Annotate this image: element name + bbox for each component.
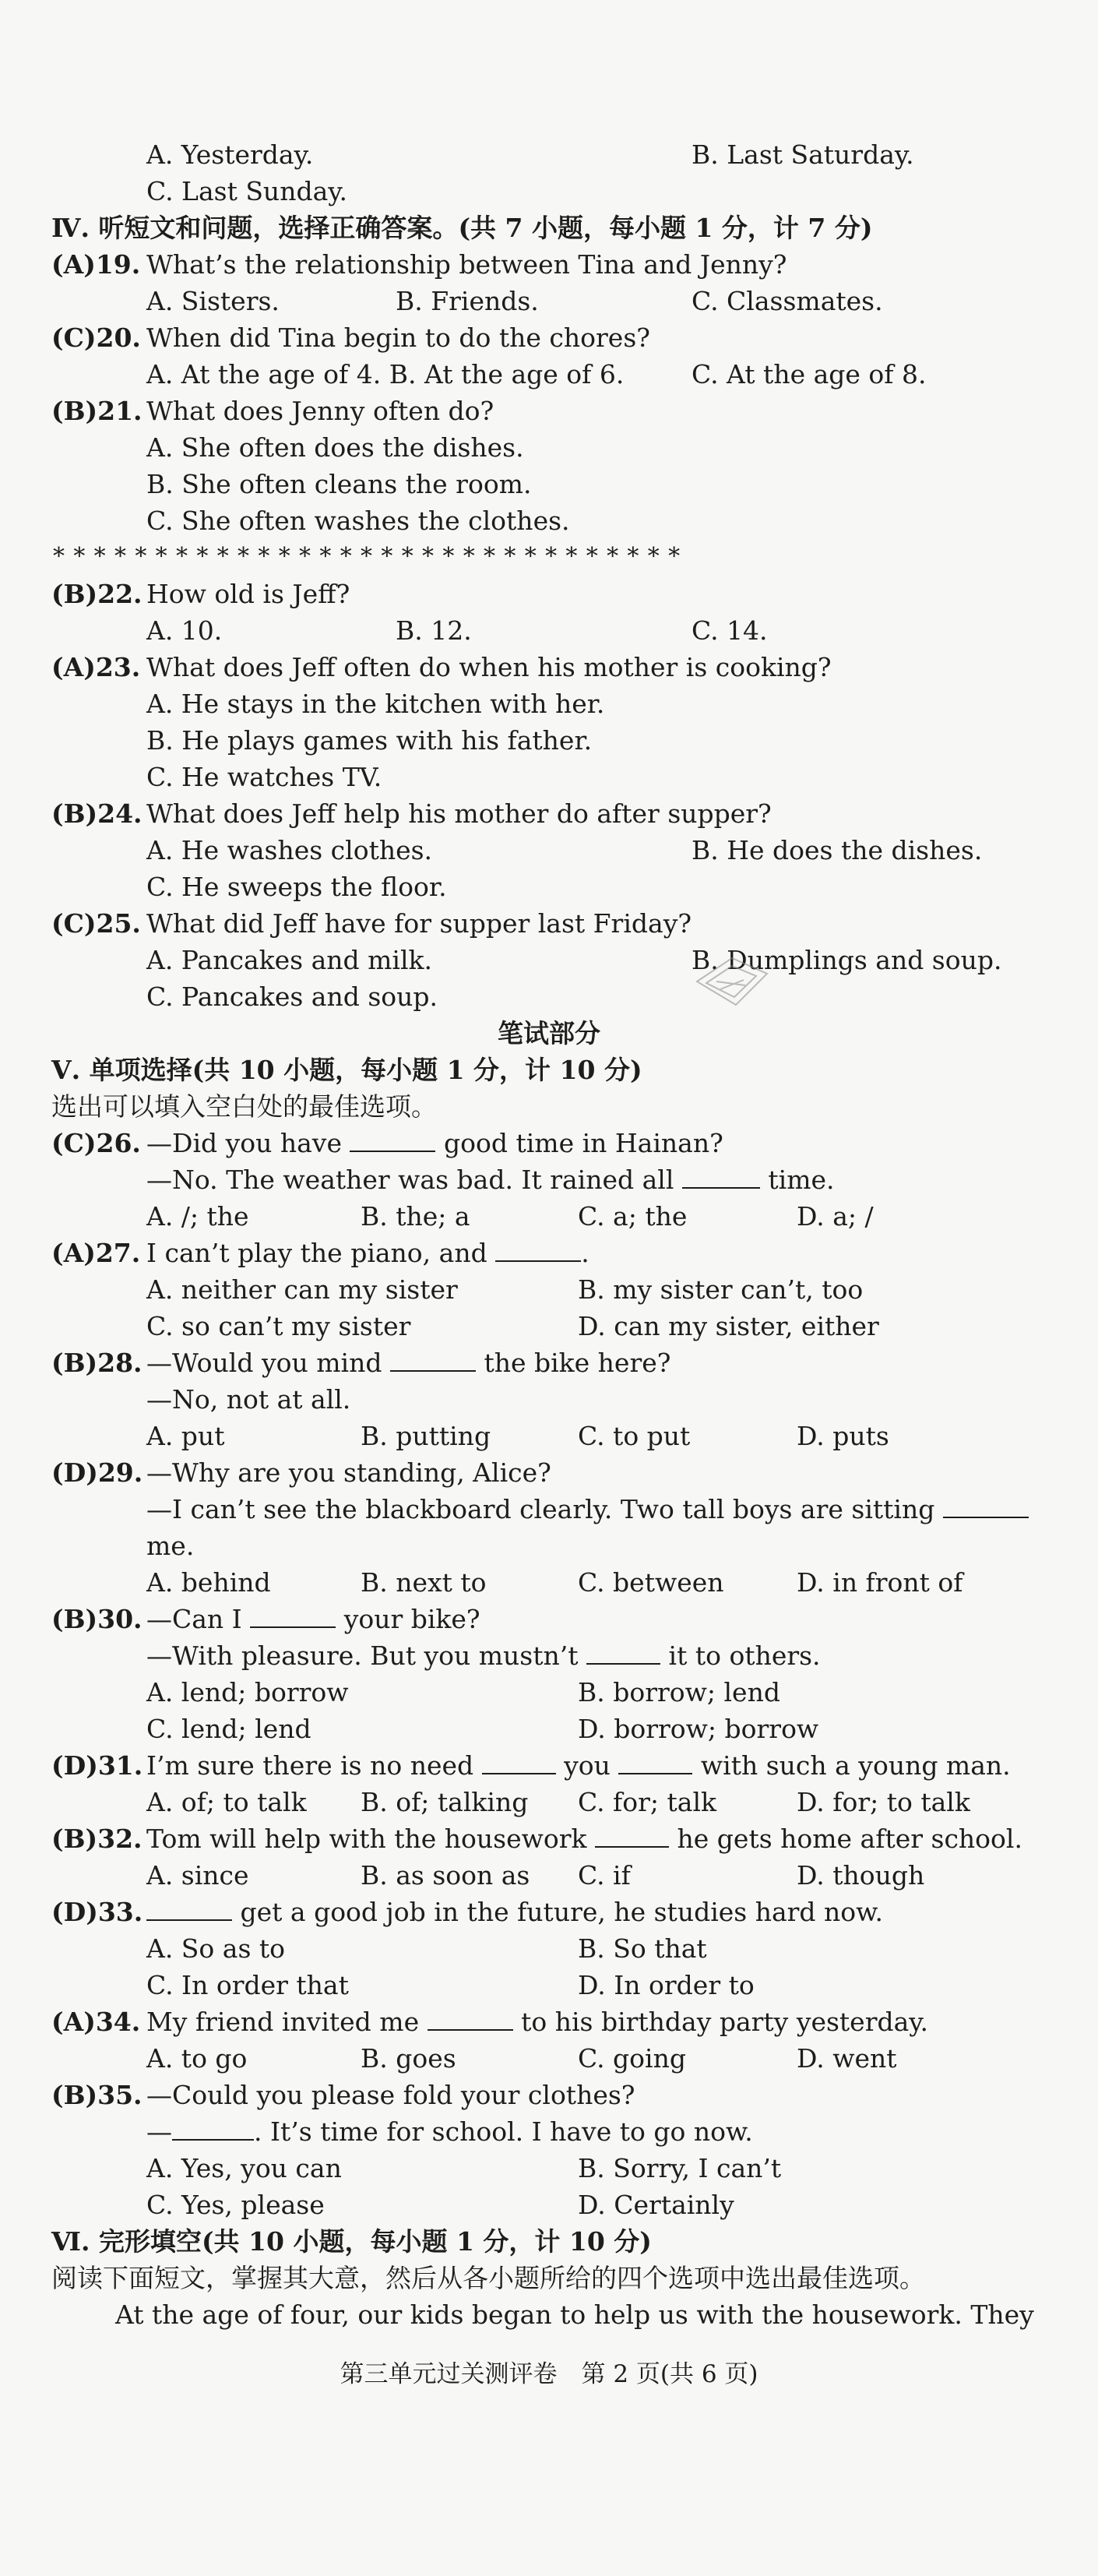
q27-blank-1[interactable] xyxy=(495,1240,581,1262)
q28-blank-1[interactable] xyxy=(390,1350,476,1372)
q28-text-1a: —Would you mind xyxy=(146,1348,382,1378)
q24-answer: (B)24. xyxy=(51,798,143,829)
q20-option-ab: A. At the age of 4. B. At the age of 6. xyxy=(146,359,625,389)
written-part-title: 笔试部分 xyxy=(498,1018,600,1048)
q31-blank-2[interactable] xyxy=(618,1753,692,1774)
q29-line-2 xyxy=(146,1496,1029,1522)
section-6-heading xyxy=(51,2226,652,2257)
section-5-title: Ⅴ. 单项选择 xyxy=(51,1055,192,1085)
q32-text-1a: Tom will help with the housework xyxy=(146,1824,587,1854)
q29-line-1: —Why are you standing, Alice? xyxy=(146,1457,551,1488)
q30-text-2a: —With pleasure. But you mustn’t xyxy=(146,1640,579,1671)
q28-answer: (B)28. xyxy=(51,1348,143,1378)
section-4-heading xyxy=(51,215,872,241)
q35-line-1: —Could you please fold your clothes? xyxy=(146,2080,635,2110)
q27-line-1 xyxy=(146,1240,589,1266)
q23-stem: What does Jeff often do when his mother is cooking? xyxy=(146,652,832,682)
q19-option-b: B. Friends. xyxy=(396,286,539,316)
q29-option-c: C. between xyxy=(578,1567,724,1598)
q34-blank-1[interactable] xyxy=(428,2009,513,2031)
q19-option-c: C. Classmates. xyxy=(692,286,883,316)
q35-option-a: A. Yes, you can xyxy=(146,2153,342,2183)
section-4-title: Ⅳ. 听短文和问题，选择正确答案。 xyxy=(51,213,459,243)
option-b: B. Last Saturday. xyxy=(692,139,914,170)
q26-text-2b: time. xyxy=(768,1165,835,1195)
q27-option-b: B. my sister can’t, too xyxy=(578,1274,864,1305)
q31-answer: (D)31. xyxy=(51,1750,143,1781)
q28-option-a: A. put xyxy=(146,1421,225,1451)
q25-option-b: B. Dumplings and soup. xyxy=(692,945,1002,975)
q23-option-a: A. He stays in the kitchen with her. xyxy=(146,689,605,719)
q19-option-a: A. Sisters. xyxy=(146,286,280,316)
q31-option-d: D. for; to talk xyxy=(797,1787,970,1817)
section-6-score: (共 10 小题，每小题 1 分，计 10 分) xyxy=(201,2226,652,2257)
q34-line-1 xyxy=(146,2009,928,2035)
q34-option-c: C. going xyxy=(578,2043,686,2074)
q19-answer: (A)19. xyxy=(51,249,141,280)
q22-option-c: C. 14. xyxy=(692,615,768,646)
q26-option-d: D. a; / xyxy=(797,1201,874,1232)
q29-line-3: me. xyxy=(146,1531,195,1561)
q32-option-d: D. though xyxy=(797,1860,925,1891)
q30-answer: (B)30. xyxy=(51,1604,143,1634)
q24-option-c: C. He sweeps the floor. xyxy=(146,872,447,902)
q35-option-d: D. Certainly xyxy=(578,2190,734,2220)
q26-line-1 xyxy=(146,1130,723,1156)
q30-line-2 xyxy=(146,1640,821,1671)
q31-option-c: C. for; talk xyxy=(578,1787,717,1817)
q21-stem: What does Jenny often do? xyxy=(146,396,494,426)
q21-option-b: B. She often cleans the room. xyxy=(146,469,532,499)
q31-option-b: B. of; talking xyxy=(361,1787,529,1817)
section-6-title: Ⅵ. 完形填空 xyxy=(51,2226,202,2257)
q34-text-1b: to his birthday party yesterday. xyxy=(521,2007,929,2037)
q31-blank-1[interactable] xyxy=(482,1753,556,1774)
q28-option-d: D. puts xyxy=(797,1421,889,1451)
q31-text-1b: you xyxy=(564,1750,611,1781)
q26-option-c: C. a; the xyxy=(578,1201,688,1232)
q26-text-1a: —Did you have xyxy=(146,1128,342,1158)
q32-text-1b: he gets home after school. xyxy=(677,1824,1022,1854)
q31-line-1 xyxy=(146,1750,1011,1781)
q35-text-2b: . It’s time for school. I have to go now. xyxy=(254,2116,753,2147)
q22-option-a: A. 10. xyxy=(146,615,223,646)
q22-answer: (B)22. xyxy=(51,579,143,609)
q34-text-1a: My friend invited me xyxy=(146,2007,420,2037)
q34-option-b: B. goes xyxy=(361,2043,456,2074)
q24-stem: What does Jeff help his mother do after supper? xyxy=(146,798,772,829)
q28-text-1b: the bike here? xyxy=(484,1348,671,1378)
q20-stem: When did Tina begin to do the chores? xyxy=(146,322,650,353)
q26-text-2a: —No. The weather was bad. It rained all xyxy=(146,1165,674,1195)
q29-option-d: D. in front of xyxy=(797,1567,963,1598)
section-4-score: (共 7 小题，每小题 1 分，计 7 分) xyxy=(458,213,873,243)
q33-blank-1[interactable] xyxy=(146,1899,232,1921)
page-footer: 第三单元过关测评卷 第 2 页(共 6 页) xyxy=(340,2360,758,2388)
q24-option-a: A. He washes clothes. xyxy=(146,835,433,865)
q27-option-a: A. neither can my sister xyxy=(146,1274,458,1305)
q32-option-c: C. if xyxy=(578,1860,631,1891)
q27-option-d: D. can my sister, either xyxy=(578,1311,879,1341)
q26-option-b: B. the; a xyxy=(361,1201,470,1232)
q20-answer: (C)20. xyxy=(51,322,141,353)
q32-option-b: B. as soon as xyxy=(361,1860,530,1891)
q21-option-c: C. She often washes the clothes. xyxy=(146,506,570,536)
q26-option-a: A. /; the xyxy=(146,1201,249,1232)
q25-option-c: C. Pancakes and soup. xyxy=(146,981,438,1012)
q28-line-2: —No, not at all. xyxy=(146,1384,351,1415)
q28-line-1 xyxy=(146,1350,670,1376)
q31-text-1a: I’m sure there is no need xyxy=(146,1750,474,1781)
q23-option-c: C. He watches TV. xyxy=(146,762,382,792)
q25-answer: (C)25. xyxy=(51,908,141,939)
q35-line-2: — . It’s time for school. I have to go now. xyxy=(146,2116,753,2147)
section-5-instruction: 选出可以填入空白处的最佳选项。 xyxy=(51,1091,437,1122)
q22-stem: How old is Jeff? xyxy=(146,579,350,609)
star-divider: * * * * * * * * * * * * * * * * * * * * * * * * * * * * * * * xyxy=(53,543,681,570)
q34-option-d: D. went xyxy=(797,2043,897,2074)
q30-blank-1[interactable] xyxy=(250,1606,336,1628)
q21-option-a: A. She often does the dishes. xyxy=(146,432,524,463)
q26-blank-2[interactable] xyxy=(682,1167,760,1189)
q25-stem: What did Jeff have for supper last Friday? xyxy=(146,908,692,939)
q35-option-b: B. Sorry, I can’t xyxy=(578,2153,782,2183)
q28-option-b: B. putting xyxy=(361,1421,491,1451)
q33-option-d: D. In order to xyxy=(578,1970,755,2000)
q23-answer: (A)23. xyxy=(51,652,141,682)
q35-blank-1[interactable] xyxy=(172,2119,254,2141)
option-c: C. Last Sunday. xyxy=(146,176,347,206)
q29-text-2a: —I can’t see the blackboard clearly. Two tall boys are sitting xyxy=(146,1494,935,1524)
q29-option-a: A. behind xyxy=(146,1567,271,1598)
q21-answer: (B)21. xyxy=(51,396,143,426)
q26-blank-1[interactable] xyxy=(350,1130,435,1152)
q19-stem: What’s the relationship between Tina and Jenny? xyxy=(146,249,787,280)
q30-option-a: A. lend; borrow xyxy=(146,1677,349,1707)
q33-answer: (D)33. xyxy=(51,1897,143,1927)
q29-option-b: B. next to xyxy=(361,1567,487,1598)
q22-option-b: B. 12. xyxy=(396,615,472,646)
q32-option-a: A. since xyxy=(146,1860,249,1891)
q20-option-c: C. At the age of 8. xyxy=(692,359,927,389)
q27-option-c: C. so can’t my sister xyxy=(146,1311,411,1341)
q29-answer: (D)29. xyxy=(51,1457,143,1488)
section-5-score: (共 10 小题，每小题 1 分，计 10 分) xyxy=(192,1055,642,1085)
section-6-instruction: 阅读下面短文，掌握其大意，然后从各小题所给的四个选项中选出最佳选项。 xyxy=(51,2263,925,2293)
q32-blank-1[interactable] xyxy=(595,1826,669,1848)
q30-text-1b: your bike? xyxy=(343,1604,480,1634)
q27-text-1b: . xyxy=(581,1238,589,1268)
q30-text-1a: —Can I xyxy=(146,1604,242,1634)
q31-option-a: A. of; to talk xyxy=(146,1787,307,1817)
q31-text-1c: with such a young man. xyxy=(700,1750,1011,1781)
q27-text-1a: I can’t play the piano, and xyxy=(146,1238,487,1268)
q28-option-c: C. to put xyxy=(578,1421,691,1451)
q30-option-d: D. borrow; borrow xyxy=(578,1714,819,1744)
q30-blank-2[interactable] xyxy=(586,1643,660,1665)
q30-option-b: B. borrow; lend xyxy=(578,1677,780,1707)
q24-option-b: B. He does the dishes. xyxy=(692,835,983,865)
q26-text-1b: good time in Hainan? xyxy=(443,1128,723,1158)
q33-text-1b: get a good job in the future, he studies hard now. xyxy=(240,1897,883,1927)
passage-first-line: At the age of four, our kids began to help us with the housework. They xyxy=(115,2299,1034,2330)
q30-option-c: C. lend; lend xyxy=(146,1714,311,1744)
q32-answer: (B)32. xyxy=(51,1824,143,1854)
q23-option-b: B. He plays games with his father. xyxy=(146,725,593,756)
q33-option-c: C. In order that xyxy=(146,1970,349,2000)
q26-answer: (C)26. xyxy=(51,1128,141,1158)
q25-option-a: A. Pancakes and milk. xyxy=(146,945,432,975)
q32-line-1 xyxy=(146,1826,1022,1852)
q33-option-b: B. So that xyxy=(578,1933,707,1964)
stamp-mark-icon xyxy=(689,950,775,1013)
q35-option-c: C. Yes, please xyxy=(146,2190,325,2220)
q35-answer: (B)35. xyxy=(51,2080,143,2110)
q26-line-2 xyxy=(146,1167,835,1193)
q29-blank-1[interactable] xyxy=(943,1496,1029,1518)
q30-line-1 xyxy=(146,1606,480,1632)
option-a: A. Yesterday. xyxy=(146,139,314,170)
q30-text-2b: it to others. xyxy=(668,1640,821,1671)
section-5-heading xyxy=(51,1057,642,1083)
q34-answer: (A)34. xyxy=(51,2007,141,2037)
q33-option-a: A. So as to xyxy=(146,1933,286,1964)
q33-line-1 xyxy=(146,1899,883,1925)
q27-answer: (A)27. xyxy=(51,1238,141,1268)
q34-option-a: A. to go xyxy=(146,2043,248,2074)
